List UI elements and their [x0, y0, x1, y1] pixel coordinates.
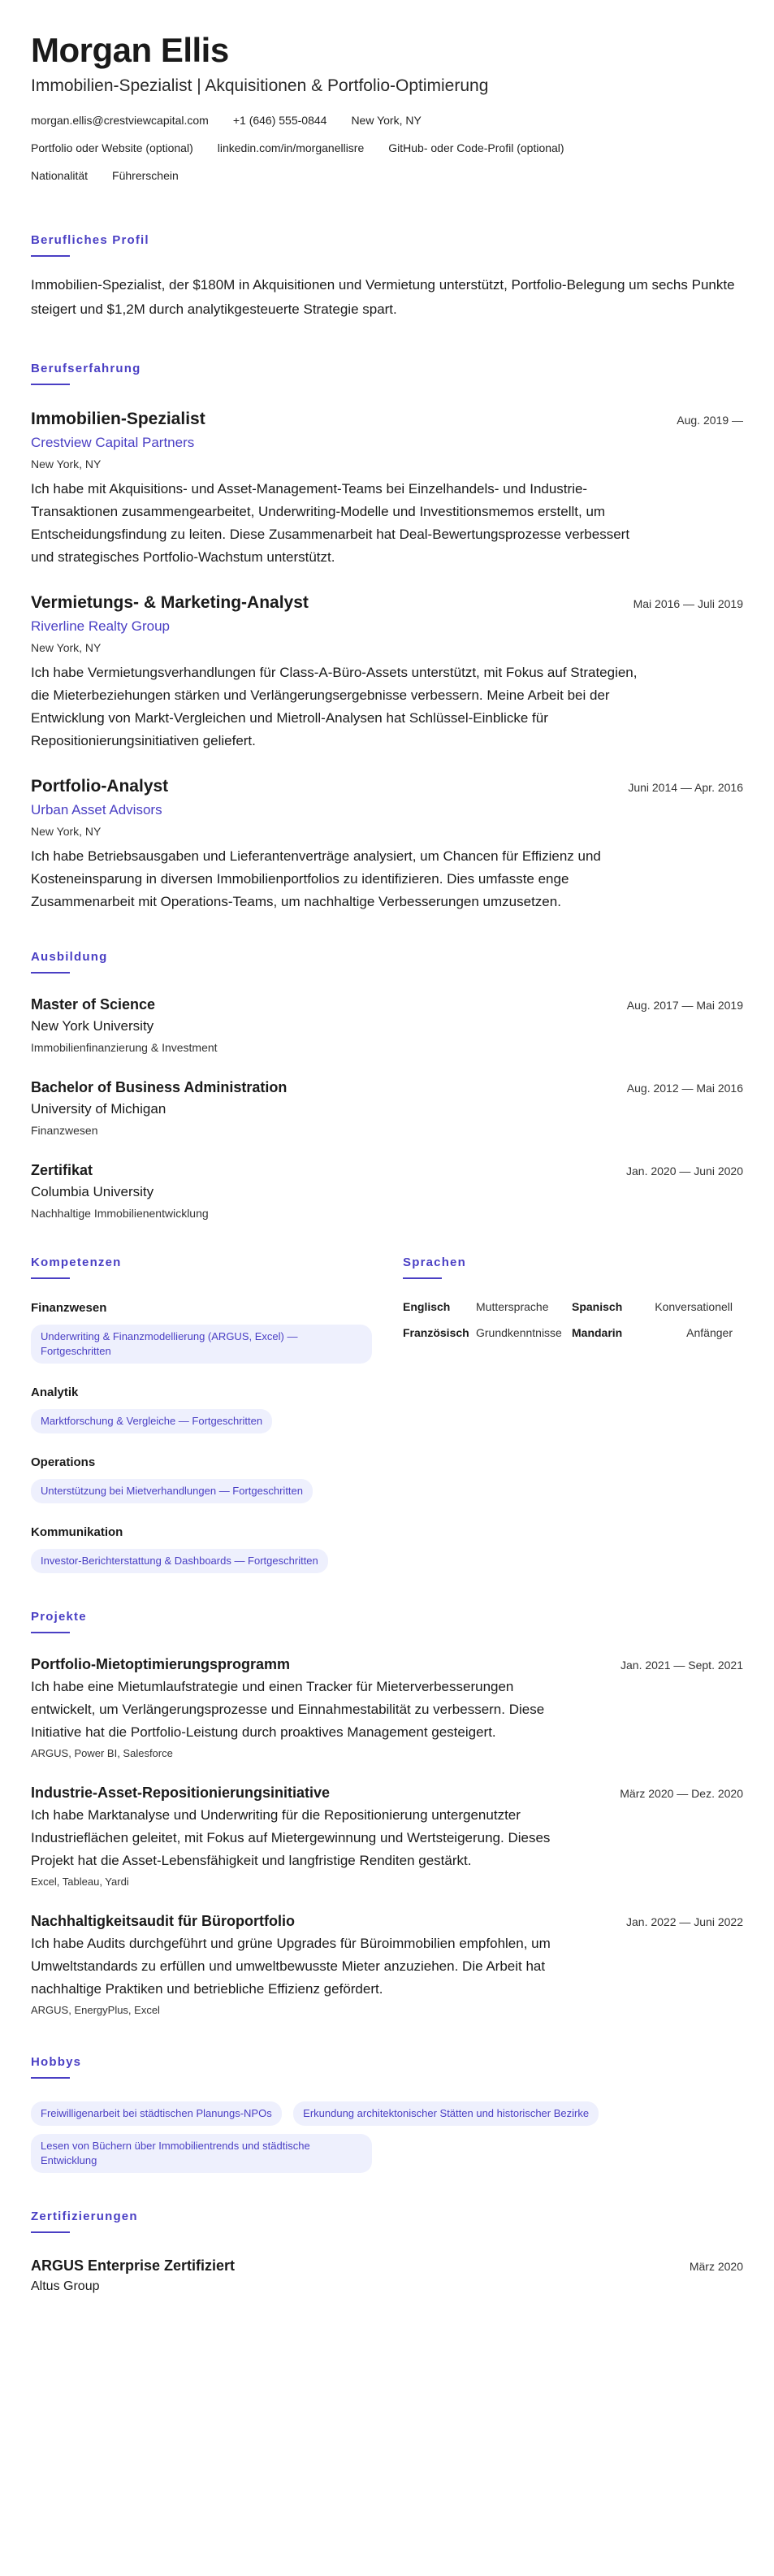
- section-title: Kompetenzen: [31, 1255, 122, 1269]
- skill-tag: Marktforschung & Vergleiche — Fortgeschritten: [31, 1409, 272, 1433]
- project-description: Ich habe eine Mietumlaufstrategie und einen Tracker für Mieterverbesserungen entwickelt, um Verlängerungsprozesse und Einnahmestabilität zu verbessern. Diese Initiative hat die Portfolio-Leistung durch proaktives Management gesteigert.: [31, 1679, 545, 1740]
- language-level: Muttersprache: [476, 1300, 549, 1313]
- contact-license: Führerschein: [112, 169, 179, 182]
- certifications-section: [31, 2209, 743, 2296]
- section-divider: [403, 1277, 442, 1279]
- project-entry: [31, 1783, 743, 1890]
- education-dates: Jan. 2020 — Juni 2020: [626, 1164, 743, 1177]
- hobby-tag: Lesen von Büchern über Immobilientrends und städtische Entwicklung: [31, 2134, 372, 2173]
- language-name: Mandarin: [572, 1326, 623, 1339]
- project-description: Ich habe Marktanalyse und Underwriting für die Repositionierung untergenutzter Industrieflächen geleitet, mit Fokus auf Mietergewinnung und Wertsteigerung. Dieses Projekt hat die Asset-Lebensfähigkeit und langfristige Renditen gestärkt.: [31, 1807, 551, 1868]
- section-divider: [31, 2231, 70, 2233]
- job-company: Urban Asset Advisors: [31, 802, 162, 817]
- contact-info: [31, 111, 743, 193]
- section-divider: [31, 1277, 70, 1279]
- project-title: Nachhaltigkeitsaudit für Büroportfolio: [31, 1913, 296, 1929]
- skills-section: [31, 1255, 403, 1573]
- education-degree: Master of Science: [31, 996, 156, 1013]
- job-entry: [31, 592, 743, 752]
- contact-row: [31, 111, 743, 130]
- education-degree: Zertifikat: [31, 1162, 93, 1178]
- certification-date: März 2020: [689, 2260, 743, 2273]
- section-title: Hobbys: [31, 2055, 82, 2069]
- certification-name: ARGUS Enterprise Zertifiziert: [31, 2257, 236, 2274]
- contact-row: [31, 166, 743, 185]
- job-location: New York, NY: [31, 825, 102, 838]
- contact-portfolio[interactable]: Portfolio oder Website (optional): [31, 141, 193, 154]
- section-title: Berufserfahrung: [31, 362, 141, 375]
- job-description: Ich habe mit Akquisitions- und Asset-Management-Teams bei Einzelhandels- und Industrie-Transaktionen zusammengearbeitet, Underwriting-Modelle und Investitionsmemos erstellt, um Entscheidungsfindung zu leiten. Diese Zusammenarbeit hat Deal-Bewertungsprozesse verbessert und strategisches Portfolio-Wachstum unterstützt.: [31, 481, 630, 565]
- experience-section: [31, 361, 743, 913]
- job-dates: Aug. 2019 —: [677, 414, 743, 427]
- job-location: New York, NY: [31, 641, 102, 654]
- job-title: Portfolio-Analyst: [31, 777, 169, 796]
- job-location: New York, NY: [31, 458, 102, 471]
- language-name: Französisch: [403, 1326, 469, 1339]
- job-company: Riverline Realty Group: [31, 618, 171, 634]
- profile-section: [31, 232, 743, 322]
- skill-group: [31, 1455, 403, 1503]
- project-title: Portfolio-Mietoptimierungsprogramm: [31, 1656, 290, 1672]
- job-title: Vermietungs- & Marketing-Analyst: [31, 593, 309, 612]
- skill-category: Finanzwesen: [31, 1301, 107, 1315]
- education-field: Nachhaltige Immobilienentwicklung: [31, 1207, 209, 1220]
- contact-email[interactable]: morgan.ellis@crestviewcapital.com: [31, 114, 209, 127]
- contact-phone[interactable]: +1 (646) 555-0844: [232, 114, 327, 127]
- hobbies-section: [31, 2054, 743, 2173]
- skill-group: [31, 1524, 403, 1573]
- education-entry: [31, 995, 743, 1056]
- section-title: Sprachen: [403, 1255, 466, 1269]
- job-dates: Mai 2016 — Juli 2019: [633, 597, 743, 610]
- education-section: [31, 949, 743, 1222]
- project-dates: März 2020 — Dez. 2020: [620, 1787, 743, 1800]
- skill-category: Analytik: [31, 1386, 79, 1399]
- contact-row: [31, 138, 743, 158]
- education-field: Finanzwesen: [31, 1124, 98, 1137]
- language-name: Englisch: [403, 1300, 451, 1313]
- education-entry: [31, 1160, 743, 1222]
- contact-linkedin[interactable]: linkedin.com/in/morganellisre: [217, 141, 365, 154]
- language-level: Konversationell: [655, 1300, 733, 1313]
- section-title: Zertifizierungen: [31, 2210, 138, 2223]
- section-divider: [31, 1632, 70, 1633]
- project-entry: [31, 1911, 743, 2019]
- skill-tag: Investor-Berichterstattung & Dashboards — Fortgeschritten: [31, 1549, 328, 1573]
- job-dates: Juni 2014 — Apr. 2016: [628, 781, 743, 794]
- project-dates: Jan. 2021 — Sept. 2021: [620, 1659, 743, 1672]
- education-dates: Aug. 2017 — Mai 2019: [626, 999, 743, 1012]
- education-entry: [31, 1078, 743, 1139]
- contact-github[interactable]: GitHub- oder Code-Profil (optional): [388, 141, 564, 154]
- job-company: Crestview Capital Partners: [31, 435, 195, 450]
- skill-group: [31, 1300, 403, 1364]
- language-level: Grundkenntnisse: [476, 1326, 562, 1339]
- section-divider: [31, 972, 70, 974]
- section-title: Berufliches Profil: [31, 233, 149, 247]
- project-tech: ARGUS, EnergyPlus, Excel: [31, 2004, 160, 2016]
- hobby-tag: Erkundung architektonischer Stätten und historischer Bezirke: [293, 2101, 599, 2126]
- section-divider: [31, 2077, 70, 2079]
- certification-entry: [31, 2256, 743, 2296]
- skill-tag: Unterstützung bei Mietverhandlungen — Fortgeschritten: [31, 1479, 313, 1503]
- project-description: Ich habe Audits durchgeführt und grüne Upgrades für Büroimmobilien empfohlen, um Umweltstandards zu erfüllen und umweltbewusste Mieter anzuziehen. Die Arbeit hat nachhaltige Praktiken und betriebliche Effizienz gefördert.: [31, 1936, 551, 1997]
- section-divider: [31, 255, 70, 257]
- section-divider: [31, 384, 70, 385]
- language-level: Anfänger: [686, 1326, 733, 1339]
- job-description: Ich habe Vermietungsverhandlungen für Class-A-Büro-Assets unterstützt, mit Fokus auf Strategien, die Mieterbeziehungen stärken und Verlängerungsergebnisse verbessern. Meine Arbeit bei der Entwicklung von Markt-Vergleichen und Mietroll-Analysen hat Schlüssel-Einblicke für Repositionierungsinitiativen geliefert.: [31, 665, 638, 748]
- education-school: Columbia University: [31, 1184, 154, 1199]
- candidate-name: Morgan Ellis: [31, 31, 229, 69]
- skill-tag: Underwriting & Finanzmodellierung (ARGUS, Excel) — Fortgeschritten: [31, 1325, 372, 1364]
- language-name: Spanisch: [572, 1300, 623, 1313]
- profile-summary: Immobilien-Spezialist, der $180M in Akquisitionen und Vermietung unterstützt, Portfolio-Belegung um sechs Punkte steigert und $1,2M durch analytikgesteuerte Strategie spart.: [31, 277, 735, 317]
- languages-section: [403, 1255, 743, 1573]
- education-degree: Bachelor of Business Administration: [31, 1079, 288, 1095]
- skills-languages-row: [31, 1255, 743, 1573]
- project-tech: Excel, Tableau, Yardi: [31, 1876, 129, 1888]
- certification-issuer: Altus Group: [31, 2279, 100, 2293]
- project-tech: ARGUS, Power BI, Salesforce: [31, 1747, 173, 1759]
- project-entry: [31, 1654, 743, 1762]
- section-title: Projekte: [31, 1610, 87, 1624]
- job-title: Immobilien-Spezialist: [31, 410, 205, 428]
- education-dates: Aug. 2012 — Mai 2016: [626, 1082, 743, 1095]
- project-dates: Jan. 2022 — Juni 2022: [626, 1915, 743, 1928]
- job-description: Ich habe Betriebsausgaben und Lieferantenverträge analysiert, um Chancen für Effizienz und Kosteneinsparung in diversen Immobilienportfolios zu identifizieren. Dies umfasste enge Zusammenarbeit mit Operations-Teams, um nachhaltige Verbesserungen umzusetzen.: [31, 848, 601, 909]
- project-title: Industrie-Asset-Repositionierungsinitiative: [31, 1785, 331, 1801]
- education-school: New York University: [31, 1018, 154, 1034]
- education-school: University of Michigan: [31, 1101, 166, 1117]
- candidate-headline: Immobilien-Spezialist | Akquisitionen & Portfolio-Optimierung: [31, 76, 489, 95]
- job-entry: [31, 775, 743, 913]
- contact-location: New York, NY: [351, 114, 422, 127]
- section-title: Ausbildung: [31, 950, 108, 964]
- job-entry: [31, 408, 743, 569]
- hobby-list: [31, 2093, 743, 2173]
- hobby-tag: Freiwilligenarbeit bei städtischen Planungs-NPOs: [31, 2101, 282, 2126]
- skill-category: Kommunikation: [31, 1525, 123, 1539]
- skill-category: Operations: [31, 1455, 96, 1469]
- projects-section: [31, 1609, 743, 2019]
- education-field: Immobilienfinanzierung & Investment: [31, 1041, 218, 1054]
- contact-nationality: Nationalität: [31, 169, 89, 182]
- languages-grid: [403, 1300, 743, 1339]
- skill-group: [31, 1385, 403, 1433]
